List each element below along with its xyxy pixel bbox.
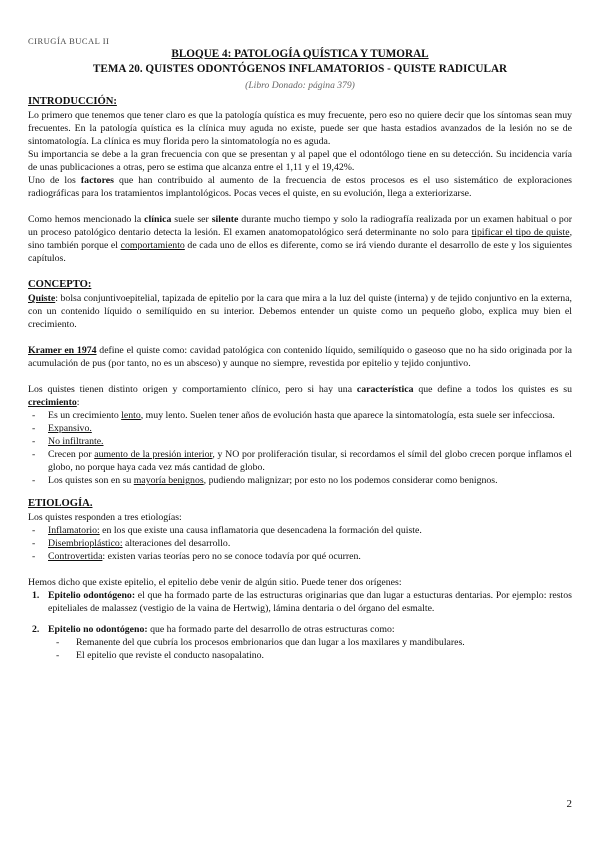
list-item: - Remanente del que cubría los procesos embrionarios que dan lugar a los maxilares y mandibulares. [52,636,572,649]
origins-list [28,589,572,615]
intro-paragraph-2: Su importancia se debe a la gran frecuencia con que se presentan y al papel que el odontólogo tiene en su detección. Su incidencia varía de unas publicaciones a otras, pero se estima que alcanza entre el 1,11 y el 19,42%. [28,149,572,173]
intro-paragraph-4: Como hemos mencionado la clínica suele ser silente durante mucho tiempo y solo la radiografía realizada por un examen habitual o por un proceso patológico dentario detecta la lesión. El examen anatomopatológico será determinante no solo para tipificar el tipo de quiste, sino también porque el comportamiento de cada uno de ellos es diferente, como se irá viendo durante el desarrollo de este y los siguientes capítulos. [28,214,573,264]
origins-intro: Hemos dicho que existe epitelio, el epitelio debe venir de algún sitio. Puede tener dos orígenes: [28,577,402,588]
origins-list-2 [28,623,572,636]
list-item: - Expansivo. [28,422,572,435]
concept-paragraph-2: Kramer en 1974 define el quiste como: cavidad patológica con contenido líquido, semilíquido o gaseoso que no ha sido originada por la acumulación de pus (por tanto, no es un absceso) y aunque no siempre, revestida por epitelio y tejido conjuntivo. [28,345,572,369]
topic-title: TEMA 20. QUISTES ODONTÓGENOS INFLAMATORIOS - QUISTE RADICULAR [92,63,508,75]
intro-paragraph-3: Uno de los factores que han contribuido al aumento de la frecuencia de estos procesos es el uso sistemático de exploraciones radiográficas para los tratamientos implantológicos. Pocas veces el quiste, en su evolución, llega a exteriorizarse. [28,175,572,199]
section-heading-introduccion: INTRODUCCIÓN: [28,96,117,107]
section-heading-etiologia: ETIOLOGÍA. [28,498,93,509]
list-item: 1. Epitelio odontógeno: el que ha formado parte de las estructuras originarias que dan lugar a estucturas dentarias. Por ejemplo: restos epiteliales de malassez (vestigio de la vaina de Hertwig), lámina dentaria o del órgano del esmalte. [32,590,572,614]
page-number: 2 [566,798,572,810]
running-header: CIRUGÍA BUCAL II [28,36,110,46]
list-item: - Controvertida: existen varias teorías pero no se conoce todavía por qué ocurren. [28,550,572,563]
list-item: - Disembrioplástico: alteraciones del desarrollo. [28,537,572,550]
etiology-list [28,524,572,563]
list-item: - El epitelio que reviste el conducto nasopalatino. [52,649,572,662]
non-odontogenic-sublist [28,636,572,662]
document-body [28,95,572,662]
list-item: 2. Epitelio no odontógeno: que ha formado parte del desarrollo de otras estructuras como: [32,624,395,635]
list-item: - Es un crecimiento lento, muy lento. Suelen tener años de evolución hasta que aparece la sintomatología, esta suele ser infecciosa. [28,409,572,422]
concept-paragraph-3: Los quistes tienen distinto origen y comportamiento clínico, pero si hay una característica que define a todos los quistes es su crecimiento: [28,384,572,408]
intro-paragraph-1: Lo primero que tenemos que tener claro es que la patología quística es muy frecuente, pero eso no quiere decir que los síntomas sean muy frecuentes. En la patología quística es la clínica muy aguda no existe, puede ser que hasta estadios avanzados de la lesión no se de sintomatología. La clínica es muy florida pero la sintomatología no es aguda. [28,110,572,147]
growth-characteristics-list [28,409,572,487]
list-item: - Los quistes son en su mayoría benignos, pudiendo malignizar; por esto no los podemos considerar como benignos. [28,474,572,487]
source-note: (Libro Donado: página 379) [245,80,355,91]
concept-paragraph-1: Quiste: bolsa conjuntivoepitelial, tapizada de epitelio por la cara que mira a la luz del quiste (interna) y de tejido conjuntivo en la externa, con un contenido líquido o semilíquido en su interior. Debemos entender un quiste como un pequeño globo, explica muy bien el crecimiento. [28,293,572,330]
section-heading-concepto: CONCEPTO: [28,279,92,290]
list-item: - Inflamatorio: en los que existe una causa inflamatoria que desencadena la formación del quiste. [28,524,572,537]
list-item: - Crecen por aumento de la presión interior, y NO por proliferación tisular, si recordamos el símil del globo crecen porque inflamos el globo, no porque haya cada vez más cantidad de globo. [28,448,572,474]
etiology-intro: Los quistes responden a tres etiologías: [28,512,182,523]
list-item: - No infiltrante. [28,435,572,448]
block-title: BLOQUE 4: PATOLOGÍA QUÍSTICA Y TUMORAL [171,48,429,60]
